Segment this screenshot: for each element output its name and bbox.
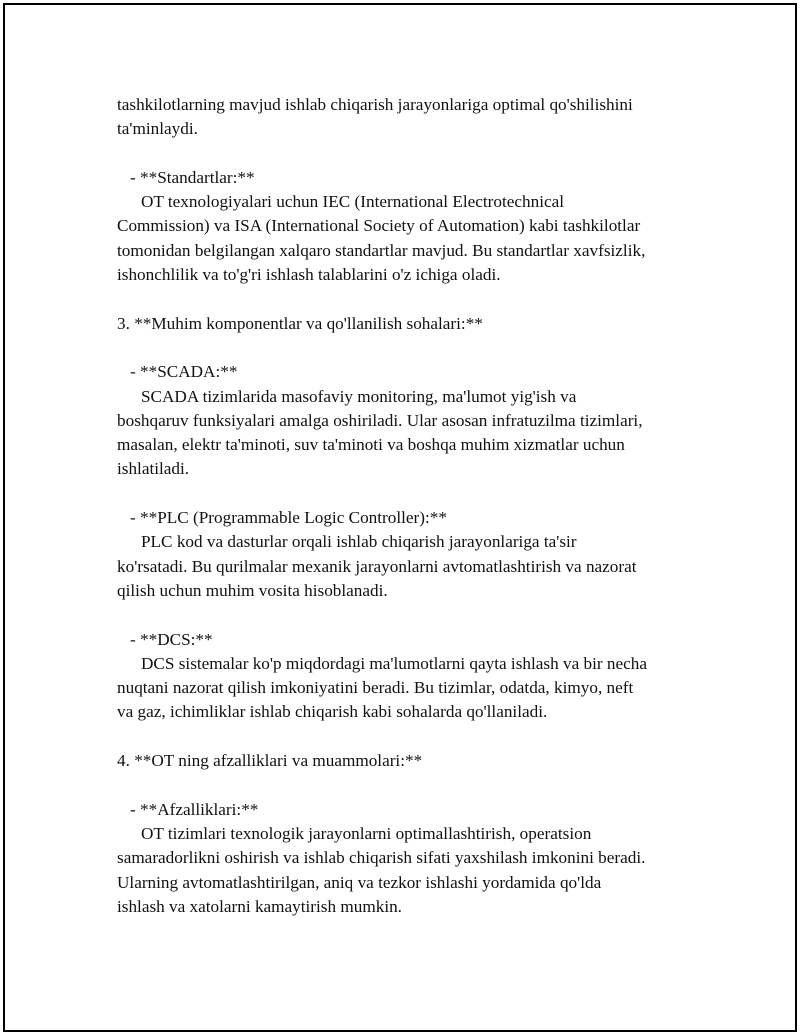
scada-paragraph-line: boshqaruv funksiyalari amalga oshiriladi. Ular asosan infratuzilma tizimlari, [117, 410, 643, 430]
plc-paragraph-line: PLC kod va dasturlar orqali ishlab chiqarish jarayonlariga ta'sir [141, 532, 577, 552]
advantages-paragraph-line: samaradorlikni oshirish va ishlab chiqarish sifati yaxshilash imkonini beradi. [117, 848, 646, 868]
paragraph-spacer [117, 336, 697, 360]
document-body [117, 93, 697, 919]
scada-paragraph-line: SCADA tizimlarida masofaviy monitoring, ma'lumot yig'ish va [141, 386, 577, 406]
scada-heading: - **SCADA:** [130, 362, 238, 382]
standards-paragraph-line: ishonchlilik va to'g'ri ishlash talablarini o'z ichiga oladi. [117, 265, 501, 285]
paragraph-spacer [117, 142, 697, 166]
paragraph-spacer [117, 725, 697, 749]
plc-paragraph-line: qilish uchun muhim vosita hisoblanadi. [117, 580, 388, 600]
standards-paragraph-line: OT texnologiyalari uchun IEC (International Electrotechnical [141, 192, 565, 212]
standards-paragraph-line: Commission) va ISA (International Society of Automation) kabi tashkilotlar [117, 216, 641, 236]
section-4-heading: 4. **OT ning afzalliklari va muammolari:** [117, 751, 423, 771]
scada-paragraph-line: ishlatiladi. [117, 459, 190, 479]
advantages-paragraph-line: ishlash va xatolarni kamaytirish mumkin. [117, 896, 402, 916]
plc-paragraph-line: ko'rsatadi. Bu qurilmalar mexanik jarayonlarni avtomatlashtirish va nazorat [117, 556, 637, 576]
dcs-heading: - **DCS:** [130, 629, 213, 649]
paragraph-spacer [117, 603, 697, 627]
intro-line: ta'minlaydi. [117, 119, 198, 139]
scada-paragraph-line: masalan, elektr ta'minoti, suv ta'minoti va boshqa muhim xizmatlar uchun [117, 435, 625, 455]
advantages-heading: - **Afzalliklari:** [130, 799, 259, 819]
section-3-heading: 3. **Muhim komponentlar va qo'llanilish sohalari:** [117, 313, 483, 333]
standards-heading: - **Standartlar:** [130, 167, 255, 187]
paragraph-spacer [117, 482, 697, 506]
intro-line: tashkilotlarning mavjud ishlab chiqarish jarayonlariga optimal qo'shilishini [117, 95, 633, 114]
dcs-paragraph-line: nuqtani nazorat qilish imkoniyatini beradi. Bu tizimlar, odatda, kimyo, neft [117, 678, 634, 698]
paragraph-spacer [117, 773, 697, 797]
advantages-paragraph-line: OT tizimlari texnologik jarayonlarni optimallashtirish, operatsion [141, 823, 592, 843]
dcs-paragraph-line: DCS sistemalar ko'p miqdordagi ma'lumotlarni qayta ishlash va bir necha [141, 653, 647, 673]
advantages-paragraph-line: Ularning avtomatlashtirilgan, aniq va tezkor ishlashi yordamida qo'lda [117, 872, 602, 892]
paragraph-spacer [117, 287, 697, 311]
plc-heading: - **PLC (Programmable Logic Controller):** [130, 508, 447, 528]
standards-paragraph-line: tomonidan belgilangan xalqaro standartlar mavjud. Bu standartlar xavfsizlik, [117, 240, 646, 260]
dcs-paragraph-line: va gaz, ichimliklar ishlab chiqarish kabi sohalarda qo'llaniladi. [117, 702, 548, 722]
